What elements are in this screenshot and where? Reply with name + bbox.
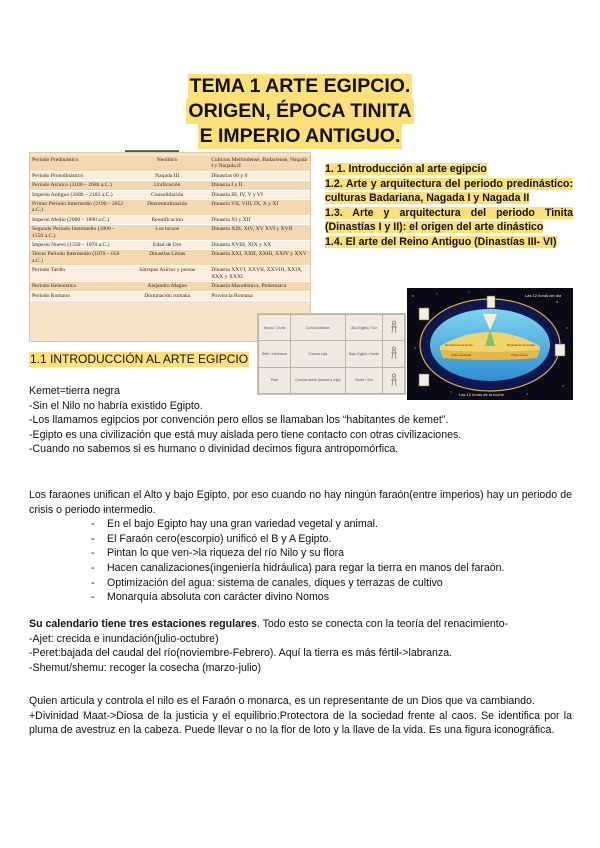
title-line-1: TEMA 1 ARTE EGIPCIO.	[189, 75, 411, 97]
deity-figure-icon	[383, 315, 405, 341]
deity-right-icon	[555, 344, 565, 356]
paragraph-line: -Sin el Nilo no habría existido Egipto.	[29, 399, 203, 412]
table-cell: Periodo Romano	[30, 291, 125, 300]
table-row	[30, 266, 310, 282]
title-line-3: E IMPERIO ANTIGUO.	[199, 125, 401, 147]
list-item: - El Faraón cero(escorpio) unificó el B y A Egipto.	[29, 532, 572, 547]
maat-paragraph: +Divinidad Maat->Diosa de la justicia y el equilibrio.Protectora de la sociedad frente al caos. Se identifica por la pluma de avestruz en la cabeza. Puede llevar o no la flor de loto y la llave de la vida. Es una figura iconográfica.	[29, 709, 572, 737]
chapter-index	[325, 162, 573, 250]
table-cell: Reunificación	[125, 215, 209, 224]
paragraph-line: -Egipto es una civilización que está muy aislada pero tiene contacto con otras civilizaciones.	[29, 428, 462, 441]
calendar-bold-text: Su calendario tiene tres estaciones regulares	[29, 618, 257, 630]
season-peret: -Peret:bajada del caudal del río(noviembre-Febrero). Aquí la tierra es más fértil->labranza.	[29, 647, 453, 660]
table-row	[259, 341, 405, 367]
document-title	[0, 74, 600, 149]
table-cell: Dinastía XVIII, XIX y XX	[209, 241, 310, 250]
table-cell: Horus / Osiris	[259, 315, 291, 341]
paragraph-line: Kemet=tierra negra	[29, 385, 120, 397]
table-cell: Bajo Egipto / Norte	[345, 341, 383, 367]
table-cell: Periodo Helenístico	[30, 282, 125, 291]
index-item-1-4: 1.4. El arte del Reino Antiguo (Dinastías III- VI)	[325, 235, 557, 248]
calendar-intro	[29, 617, 572, 632]
section-1-1-body	[29, 384, 572, 457]
table-cell: Los hicsos	[125, 225, 209, 241]
table-cell: Dinastía I y II	[209, 181, 310, 190]
table-cell: Alejandro Magno	[125, 282, 209, 291]
table-row	[259, 315, 405, 341]
table-cell: Periodo Predinástico	[30, 156, 125, 171]
table-row	[30, 200, 310, 216]
table-cell: Dominación romana	[125, 291, 209, 300]
table-row	[30, 250, 310, 266]
table-cell: Consolidación	[125, 190, 209, 199]
table-cell: Corona roja	[290, 341, 345, 367]
table-cell: Naqada III	[125, 171, 209, 180]
table-cell: Imperio Antiguo (2686 – 2181 a.C.)	[30, 190, 125, 199]
table-row	[30, 241, 310, 250]
table-row	[30, 225, 310, 241]
calendar-rest-text: . Todo esto se conecta con la teoría del renacimiento-	[256, 618, 509, 630]
cosmos-right-mount: Montaña de las tierras	[507, 343, 535, 347]
table-cell: Periodo Protodinástico	[30, 171, 125, 180]
season-shemu: -Shemut/shemu: recoger la cosecha (marzo-julio)	[29, 661, 261, 674]
list-item: - Pintan lo que ven->la riqueza del río Nilo y su flora	[29, 546, 572, 561]
list-item: - Optimización del agua: sistema de canales, diques y terrazas de cultivo	[29, 576, 572, 591]
table-cell: Seth / Nefertum	[259, 341, 291, 367]
pharaohs-bullet-list	[29, 517, 572, 605]
table-cell: Corona blanca	[290, 315, 345, 341]
cosmos-right-edge: Orilla oriental	[511, 353, 528, 357]
table-cell: Ptah	[259, 367, 291, 393]
table-cell: Dinastías 00 y 0	[209, 171, 310, 180]
table-cell: Periodo Tardío	[30, 266, 125, 282]
paragraph-line: -Los llamamos egipcios por convención pero ellos se llamaban los “habitantes de kemet”.	[29, 414, 449, 427]
table-cell: Unificación	[125, 181, 209, 190]
cosmos-bottom-label: Las 12 horas de la noche	[459, 392, 504, 397]
table-row	[30, 156, 310, 171]
table-cell: Dinastía XIII, XIV, XV XVI y XVII	[209, 225, 310, 241]
table-cell: Dinastías Libias	[125, 250, 209, 266]
deity-figure-icon	[383, 341, 405, 367]
deity-left-icon	[419, 308, 429, 320]
table-row	[30, 291, 310, 300]
paragraph-line: -Cuando no sabemos si es humano o divinidad decimos figura antropomórfica.	[29, 443, 399, 456]
list-item: - En el bajo Egipto hay una gran variedad vegetal y animal.	[29, 517, 572, 532]
season-ajet: -Ajet: crecida e inundación(julio-octubre)	[29, 632, 219, 645]
table-cell: Primer Periodo Intermedio (2190 – 2052 a.C.)	[32, 201, 124, 214]
list-item: - Hacen canalizaciones(ingeniería hidráulica) para regar la tierra en manos del faraón.	[29, 561, 572, 576]
egyptian-gods-table-image	[257, 313, 406, 395]
table-cell: Edad de Oro	[125, 241, 209, 250]
index-item-1-3: 1.3. Arte y arquitectura del periodo Tinita (Dinastías I y II): el origen del arte dinástico	[325, 206, 573, 234]
pharaoh-paragraph: Quien articula y controla el nilo es el Faraón o monarca, es un representante de un Dios que va cambiando.	[29, 695, 535, 707]
table-cell: Dinastía Macedónica, Ptolemaica	[209, 282, 310, 291]
table-cell: Descentralización	[125, 200, 209, 216]
table-cell: Dinastía VII, VIII, IX, X y XI	[209, 200, 310, 216]
table-cell: Corona doble (blanca y roja)	[290, 367, 345, 393]
table-cell: Dinastía III, IV, V y VI	[209, 190, 310, 199]
cosmos-left-mount: Montaña de las tierras	[445, 343, 473, 347]
table-row	[30, 282, 310, 291]
table-cell: Norte / Sur	[345, 367, 383, 393]
closing-section	[29, 694, 572, 738]
periods-table	[30, 156, 310, 301]
pharaohs-intro: Los faraones unifican el Alto y bajo Egipto, por eso cuando no hay ningún faraón(entre imperios) hay un periodo de crisis o periodo intermedio.	[29, 489, 572, 516]
table-cell: Sátrapas Asirios y persas	[125, 266, 209, 282]
gods-table	[258, 314, 405, 394]
table-cell: Dinastía XI y XII	[209, 215, 310, 224]
cosmos-left-edge: Orilla occidental	[451, 353, 471, 357]
table-cell: Provincia Romana	[209, 291, 310, 300]
table-cell: Alto Egipto / Sur	[345, 315, 383, 341]
cosmos-top-label: Las 12 horas del día	[525, 293, 562, 298]
table-cell: Imperio Nuevo (1550 – 1070 a.C.)	[30, 241, 125, 250]
table-row	[30, 215, 310, 224]
table-cell: Dinastía XXVI, XXVII, XXVIII, XXIX, XXX y XXXI	[209, 266, 310, 282]
index-item-1-2: 1.2. Arte y arquitectura del periodo predinástico: culturas Badariana, Nagada I y Nagada II	[325, 177, 573, 205]
calendar-section	[29, 617, 572, 675]
table-row	[30, 181, 310, 190]
table-cell: Neolítico	[125, 156, 209, 171]
index-item-1-1: 1. 1. Introducción al arte egipcio	[325, 163, 487, 175]
section-heading-1-1: 1.1 INTRODUCCIÓN AL ARTE EGIPCIO	[30, 352, 249, 366]
table-cell: Dinastía XXI, XXII, XXIII, XXIV y XXV	[209, 250, 310, 266]
table-cell: Periodo Arcaico (3100 – 2686 a.C.)	[30, 181, 125, 190]
table-row	[30, 171, 310, 180]
table-cell: Culturas Merimdense, Badariense, Naqada I y Naqada II	[209, 156, 310, 171]
table-cell: Segundo Periodo Intermedio (1800 – 1550 a.C.)	[30, 225, 125, 241]
pharaohs-section	[29, 488, 572, 605]
sun-god-icon	[487, 296, 495, 308]
title-line-2: ORIGEN, ÉPOCA TINITA	[188, 100, 412, 122]
list-item: - Monarquía absoluta con carácter divino Nomos	[29, 590, 572, 605]
cropped-table-header: ▬▬▬▬▬▬▬▬▬	[125, 148, 179, 154]
table-cell: Tercer Periodo Intermedio (1070 – 650 a.C.)	[30, 250, 125, 266]
table-row	[30, 190, 310, 199]
table-cell: Imperio Medio (2000 – 1800 a.C.)	[30, 215, 125, 224]
